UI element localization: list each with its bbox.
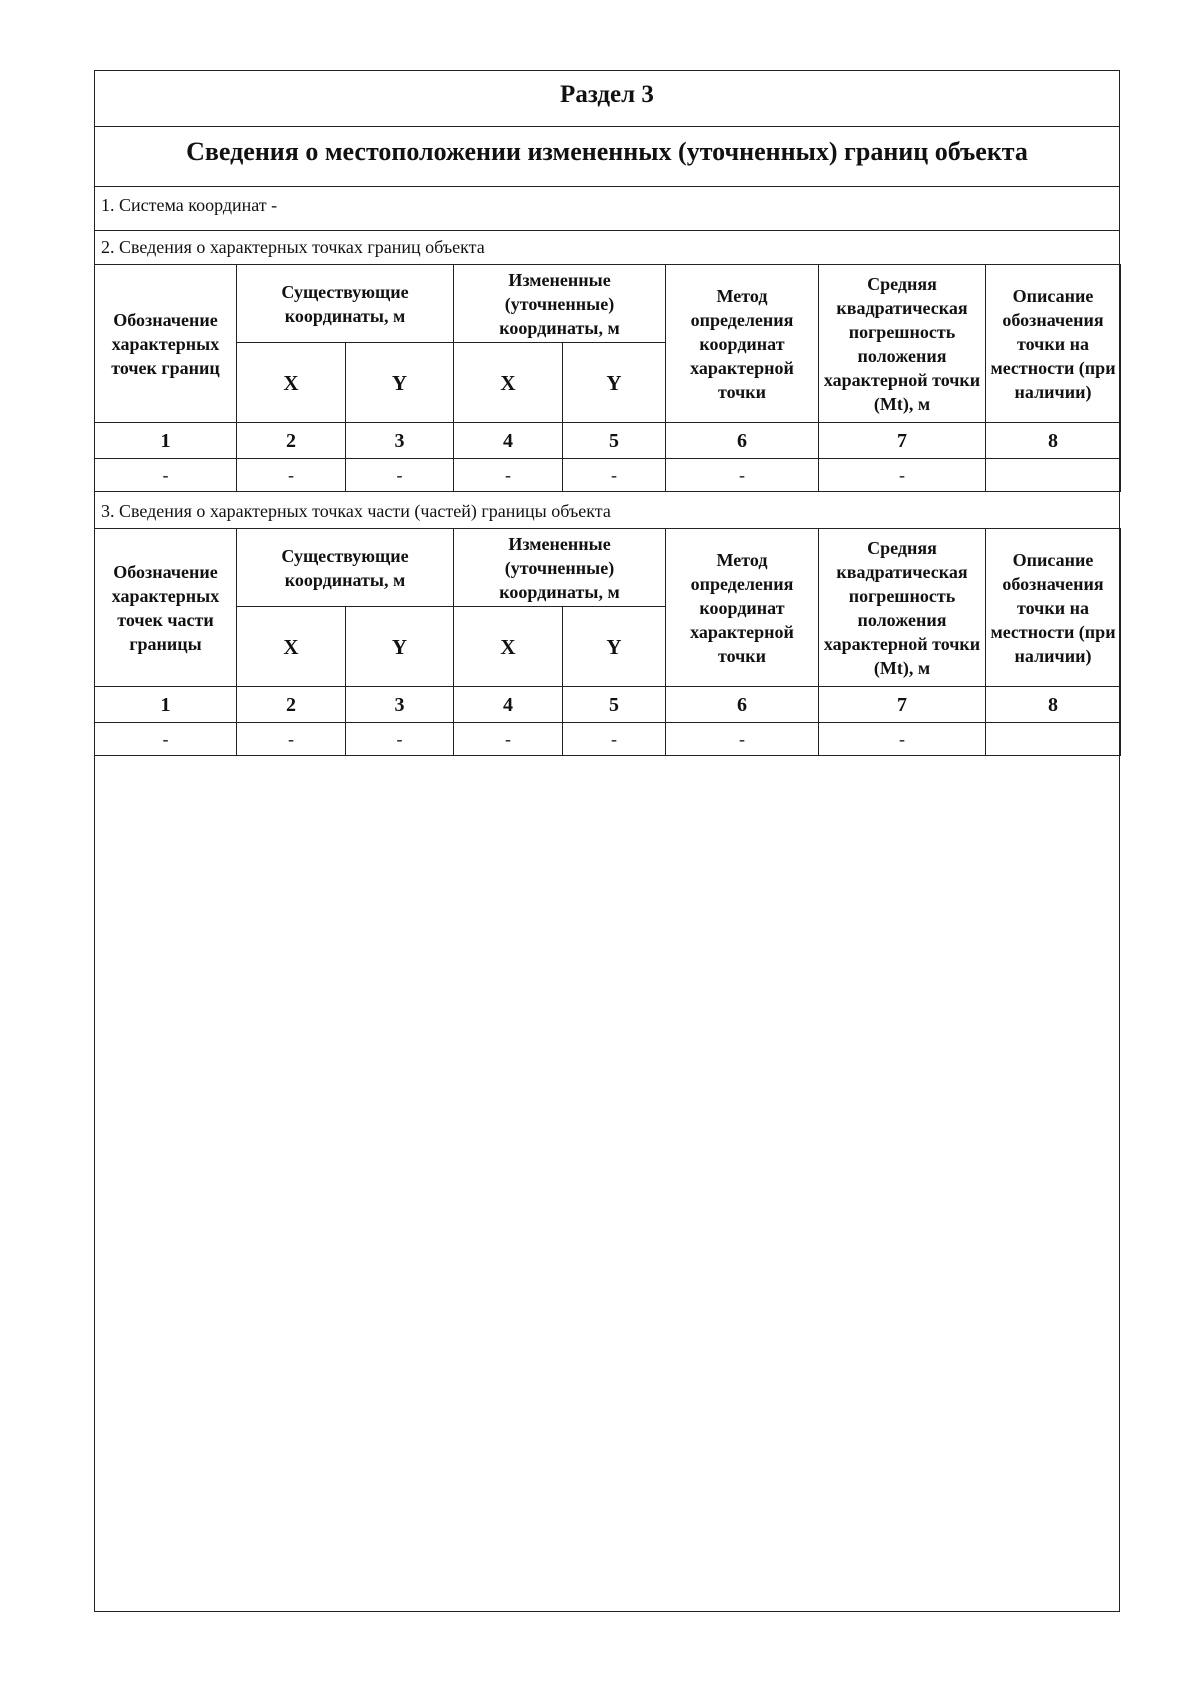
header-designation: Обозначение характерных точек части границы xyxy=(95,529,237,687)
header-existing-coords: Существующие координаты, м xyxy=(237,265,454,343)
column-number: 4 xyxy=(454,687,563,723)
column-number: 1 xyxy=(95,687,237,723)
column-number: 1 xyxy=(95,423,237,459)
header-changed-y: Y xyxy=(563,343,666,423)
header-changed-x: X xyxy=(454,343,563,423)
coordinate-system-line: 1. Система координат - xyxy=(101,195,278,215)
section-heading: Раздел 3 xyxy=(560,81,654,108)
table-cell: - xyxy=(563,723,666,756)
header-method: Метод определения координат характерной точки xyxy=(666,265,819,423)
table-cell: - xyxy=(666,459,819,492)
table-cell: - xyxy=(237,459,346,492)
document-title: Сведения о местоположении измененных (уточненных) границ объекта xyxy=(186,137,1028,166)
block2-caption: 2. Сведения о характерных точках границ объекта xyxy=(101,237,485,257)
table-cell: - xyxy=(237,723,346,756)
header-changed-x: X xyxy=(454,607,563,687)
table-cell: - xyxy=(95,459,237,492)
column-number: 8 xyxy=(986,687,1121,723)
table-cell: - xyxy=(819,459,986,492)
divider xyxy=(95,126,1119,127)
header-existing-y: Y xyxy=(346,343,454,423)
column-number: 5 xyxy=(563,423,666,459)
table-cell: - xyxy=(819,723,986,756)
header-existing-x: X xyxy=(237,343,346,423)
header-description: Описание обозначения точки на местности (при наличии) xyxy=(986,265,1121,423)
column-number: 4 xyxy=(454,423,563,459)
table-cell: - xyxy=(563,459,666,492)
column-number: 5 xyxy=(563,687,666,723)
column-numbers-row xyxy=(95,423,1121,459)
column-number: 8 xyxy=(986,423,1121,459)
header-existing-x: X xyxy=(237,607,346,687)
block2-table xyxy=(94,264,1121,492)
header-description: Описание обозначения точки на местности (при наличии) xyxy=(986,529,1121,687)
header-changed-coords: Измененные (уточненные) координаты, м xyxy=(454,529,666,607)
table-row xyxy=(95,459,1121,492)
table-cell xyxy=(986,723,1121,756)
table-cell: - xyxy=(454,459,563,492)
table-row xyxy=(95,723,1121,756)
block3-table xyxy=(94,528,1121,756)
header-error: Средняя квадратическая погрешность положения характерной точки (Mt), м xyxy=(819,265,986,423)
block3-caption: 3. Сведения о характерных точках части (частей) границы объекта xyxy=(101,501,611,521)
header-method: Метод определения координат характерной точки xyxy=(666,529,819,687)
column-number: 6 xyxy=(666,423,819,459)
divider xyxy=(95,230,1119,231)
column-number: 2 xyxy=(237,423,346,459)
table-cell: - xyxy=(346,723,454,756)
header-existing-y: Y xyxy=(346,607,454,687)
table-cell xyxy=(986,459,1121,492)
column-number: 2 xyxy=(237,687,346,723)
table-cell: - xyxy=(454,723,563,756)
table-cell: - xyxy=(346,459,454,492)
header-error: Средняя квадратическая погрешность положения характерной точки (Mt), м xyxy=(819,529,986,687)
column-number: 7 xyxy=(819,687,986,723)
header-existing-coords: Существующие координаты, м xyxy=(237,529,454,607)
header-changed-y: Y xyxy=(563,607,666,687)
document-frame xyxy=(94,70,1120,1612)
table-cell: - xyxy=(666,723,819,756)
column-number: 3 xyxy=(346,687,454,723)
divider xyxy=(95,186,1119,187)
table-cell: - xyxy=(95,723,237,756)
column-number: 6 xyxy=(666,687,819,723)
column-number: 7 xyxy=(819,423,986,459)
header-changed-coords: Измененные (уточненные) координаты, м xyxy=(454,265,666,343)
column-numbers-row xyxy=(95,687,1121,723)
header-designation: Обозначение характерных точек границ xyxy=(95,265,237,423)
column-number: 3 xyxy=(346,423,454,459)
